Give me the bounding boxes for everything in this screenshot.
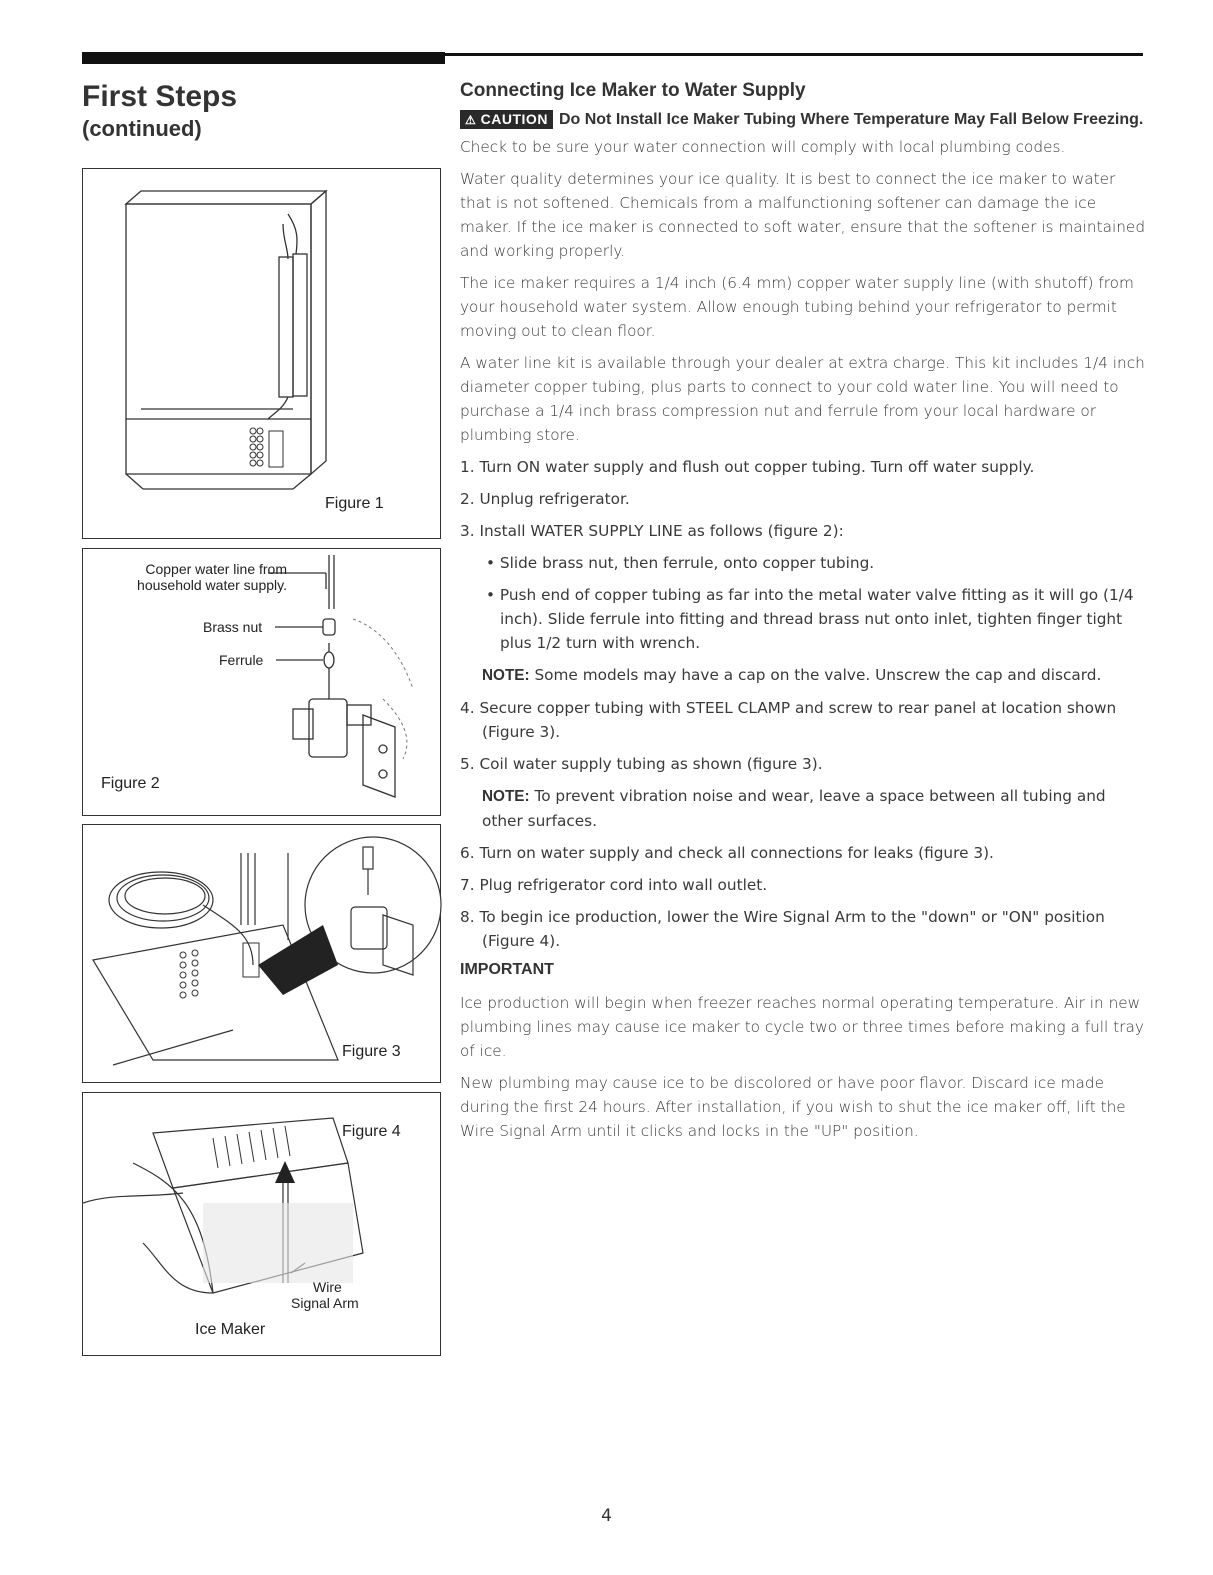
step-5: 5. Coil water supply tubing as shown (figure 3). — [460, 755, 823, 773]
paragraph-plumbing-codes: Check to be sure your water connection will comply with local plumbing codes. — [460, 138, 1066, 156]
paragraph-copper-line: The ice maker requires a 1/4 inch (6.4 mm) copper water supply line (with shutoff) from your household water system. Allow enough tubing behind your refrigerator to permit moving out to clean floor. — [460, 274, 1134, 340]
paragraph-water-line-kit: A water line kit is available through your dealer at extra charge. This kit includes 1/4 inch diameter copper tubing, plus parts to connect to your cold water line. You will need to purchase a 1/4 inch brass compression nut and ferrule from your local hardware or plumbing store. — [460, 354, 1145, 444]
note-label: NOTE: — [482, 788, 530, 805]
caution-text: Do Not Install Ice Maker Tubing Where Temperature May Fall Below Freezing. — [558, 111, 1144, 128]
instructions-column — [460, 80, 1150, 1151]
refrigerator-back-illustration — [83, 169, 442, 540]
step-2: 2. Unplug refrigerator. — [460, 490, 630, 508]
figure-2 — [82, 548, 441, 816]
note-vibration: NOTE: To prevent vibration noise and wear, leave a space between all tubing and other surfaces. — [482, 787, 1106, 830]
label-ice-maker: Ice Maker — [195, 1321, 266, 1338]
paragraph-new-plumbing: New plumbing may cause ice to be discolored or have poor flavor. Discard ice made during the first 24 hours. After installation, if you wish to shut the ice maker off, lift the Wire Signal Arm until it clicks and locks in the "UP" position. — [460, 1074, 1126, 1140]
label-ferrule: Ferrule — [219, 652, 264, 668]
paragraph-ice-production: Ice production will begin when freezer reaches normal operating temperature. Air in new plumbing lines may cause ice maker to cycle two or three times before making a full tray of ice. — [460, 994, 1144, 1060]
caution-warning — [460, 109, 1150, 131]
note-cap: NOTE: Some models may have a cap on the valve. Unscrew the cap and discard. — [482, 666, 1102, 684]
label-signal-arm: Signal Arm — [291, 1295, 359, 1311]
step-3-bullet-2: • Push end of copper tubing as far into the metal water valve fitting as it will go (1/4 inch). Slide ferrule into fitting and thread brass nut onto inlet, tighten finger tight plus 1/2 turn with wrench. — [486, 586, 1134, 652]
figure-1-caption: Figure 1 — [325, 495, 384, 512]
figure-3 — [82, 824, 441, 1083]
figure-4-caption: Figure 4 — [342, 1123, 401, 1140]
label-brass-nut: Brass nut — [203, 619, 263, 635]
instructions-title: Connecting Ice Maker to Water Supply — [460, 80, 806, 101]
warning-triangle-icon: ⚠ — [465, 113, 477, 127]
figure-2-caption: Figure 2 — [101, 775, 160, 792]
page-number: 4 — [601, 1506, 612, 1526]
caution-badge: ⚠ CAUTION — [460, 110, 553, 129]
section-subtitle: (continued) — [82, 116, 202, 141]
label-wire: Wire — [313, 1279, 342, 1295]
header-rule-thin — [445, 53, 1143, 56]
header-rule-thick — [82, 52, 445, 64]
note-label: NOTE: — [482, 667, 530, 684]
section-title: First Steps — [82, 80, 238, 113]
figure-1 — [82, 168, 441, 539]
step-1: 1. Turn ON water supply and flush out copper tubing. Turn off water supply. — [460, 458, 1035, 476]
label-copper-line: Copper water line from household water supply. — [137, 561, 287, 593]
step-3-bullet-1: • Slide brass nut, then ferrule, onto copper tubing. — [486, 554, 875, 572]
step-7: 7. Plug refrigerator cord into wall outlet. — [460, 876, 768, 894]
step-6: 6. Turn on water supply and check all connections for leaks (figure 3). — [460, 844, 994, 862]
step-4: 4. Secure copper tubing with STEEL CLAMP and screw to rear panel at location shown (Figure 3). — [460, 699, 1117, 741]
important-heading: IMPORTANT — [460, 961, 554, 978]
step-8: 8. To begin ice production, lower the Wire Signal Arm to the "down" or "ON" position (Figure 4). — [460, 908, 1105, 950]
figure-4 — [82, 1092, 441, 1356]
figure-3-caption: Figure 3 — [342, 1043, 401, 1060]
paragraph-water-quality: Water quality determines your ice quality. It is best to connect the ice maker to water that is not softened. Chemicals from a malfunctioning softener can damage the ice maker. If the ice maker is connected to soft water, ensure that the softener is maintained and working properly. — [460, 170, 1146, 260]
step-3: 3. Install WATER SUPPLY LINE as follows (figure 2): — [460, 522, 844, 540]
